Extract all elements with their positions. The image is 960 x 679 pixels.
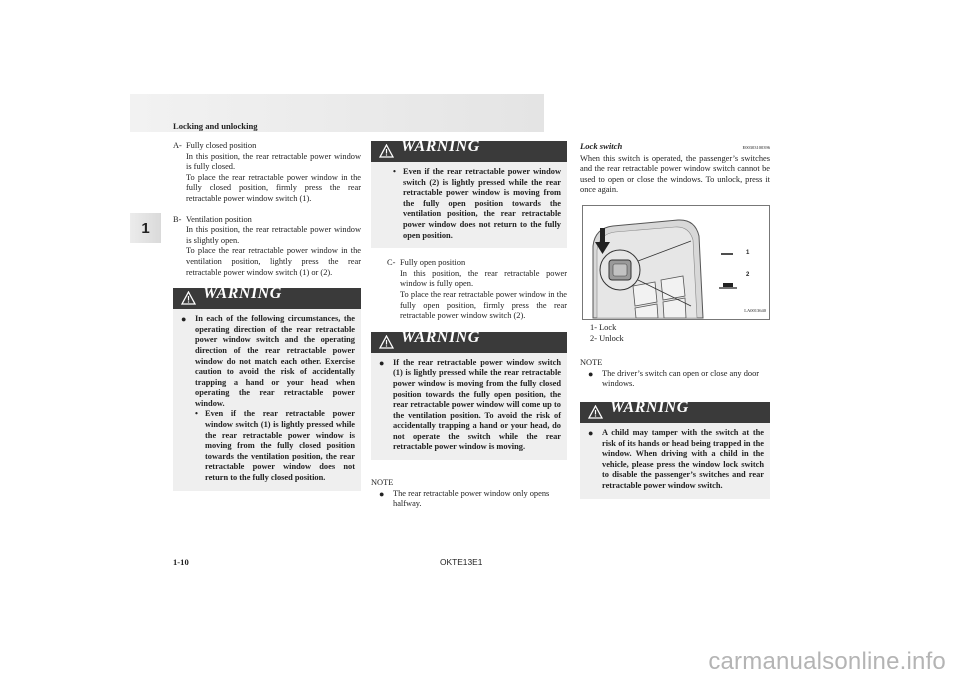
switch-figure [582, 205, 770, 320]
item-text: To place the rear retractable power window in the fully closed position, firmly press the rear retractable power window switch (1). [186, 172, 361, 203]
item-text: To place the rear retractable power window in the fully open position, firmly press the rear retractable power window switch (2). [400, 289, 567, 321]
warning-text: In each of the following circumstances, the operating direction of the rear retractable power window switch and the operating direction of the rear retractable power window do not match each other. Exercise caution to avoid the risk of accidentally trapping a hand or your head when operating the rear retractable power window. [195, 314, 355, 408]
page-title: Locking and unlocking [173, 121, 258, 131]
warning-triangle-icon [181, 291, 196, 305]
document-code: OKTE13E1 [440, 557, 483, 567]
item-c [387, 258, 567, 322]
warning-label: WARNING [401, 138, 480, 155]
item-letter: C- [387, 258, 396, 268]
warning-header [173, 285, 361, 309]
item-letter: B- [173, 214, 182, 224]
item-text: To place the rear retractable power window in the ventilation position, lightly press the rear retractable power window switch (1) or (2). [186, 246, 361, 277]
item-title: Ventilation position [186, 214, 252, 224]
warning-label: WARNING [401, 328, 480, 346]
note-block [580, 358, 770, 390]
item-a [173, 141, 361, 205]
section-title: Lock switch [580, 141, 623, 151]
column-right [580, 141, 770, 499]
warning-subtext: Even if the rear retractable power window switch (1) is lightly pressed while the rear retractable power window is moving from the fully closed position towards the ventilation position, the rear retractable power window does not return to the fully closed position. [205, 409, 355, 483]
item-text: In this position, the rear retractable power window is fully closed. [186, 151, 361, 172]
bullet-icon: ● [181, 314, 187, 325]
item-letter: A- [173, 141, 182, 150]
chapter-tab: 1 [130, 213, 161, 243]
bullet-icon: ● [379, 488, 385, 499]
watermark: carmanualsonline.info [708, 648, 946, 675]
note-label: NOTE [580, 358, 603, 368]
item-text: In this position, the rear retractable power window is fully open. [400, 268, 567, 289]
note-text: The rear retractable power window only opens halfway. [393, 488, 550, 509]
warning-triangle-icon [588, 405, 603, 419]
warning-box [173, 285, 361, 491]
bullet-icon: ● [588, 368, 594, 379]
note-text: The driver’s switch can open or close any door windows. [602, 368, 760, 389]
item-title: Fully closed position [186, 141, 257, 150]
bullet-icon: ● [588, 427, 594, 438]
warning-box [371, 138, 567, 248]
item-title: Fully open position [400, 258, 466, 268]
item-text: In this position, the rear retractable power window is slightly open. [186, 225, 361, 245]
legend-item: 2- Unlock [590, 333, 624, 343]
warning-header [371, 328, 567, 353]
warning-triangle-icon [379, 335, 394, 349]
sub-bullet-icon: • [393, 167, 396, 176]
section-body: When this switch is operated, the passenger’s switches and the rear retractable power window switch cannot be used to open or close the windows. To unlock, press it once again. [580, 153, 770, 195]
column-left [173, 141, 361, 491]
warning-label: WARNING [203, 285, 282, 303]
column-middle [371, 138, 567, 510]
warning-box [371, 328, 567, 460]
window-switch-illustration [583, 206, 769, 319]
figure-label-2: 2 [746, 271, 750, 278]
warning-box [580, 398, 770, 499]
warning-triangle-icon [379, 144, 394, 158]
section-heading [580, 141, 770, 154]
warning-text: If the rear retractable power window switch (1) is lightly pressed while the rear retractable power window is moving from the fully closed position towards the fully open position, the rear retractable power window will come up to the ventilation position. To avoid the risk of accidentally trapping a hand or your head, do not operate the switch while the rear retractable power window is moving. [393, 357, 561, 452]
sub-bullet-icon: • [195, 409, 198, 419]
bullet-icon: ● [379, 357, 385, 368]
figure-label-1: 1 [746, 249, 750, 256]
note-label: NOTE [371, 478, 394, 488]
section-code: E00303100396 [742, 145, 770, 150]
figure-code: LA0013640 [744, 308, 766, 314]
legend-item: 1- Lock [590, 322, 617, 332]
warning-header [580, 398, 770, 423]
warning-subtext: Even if the rear retractable power window switch (2) is lightly pressed while the rear retractable power window is moving from the fully open position towards the ventilation position, the rear retractable power window does not return to the fully open position. [403, 167, 561, 240]
page-number: 1-10 [173, 557, 189, 567]
note-block [371, 478, 567, 510]
warning-label: WARNING [610, 398, 689, 416]
warning-text: A child may tamper with the switch at the risk of its hands or head being trapped in the window. When driving with a child in the vehicle, please press the window lock switch to disable the passenger’s switches and rear retractable power window switch. [602, 427, 764, 490]
warning-header [371, 138, 567, 162]
figure-legend [590, 323, 770, 344]
item-b [173, 215, 361, 279]
